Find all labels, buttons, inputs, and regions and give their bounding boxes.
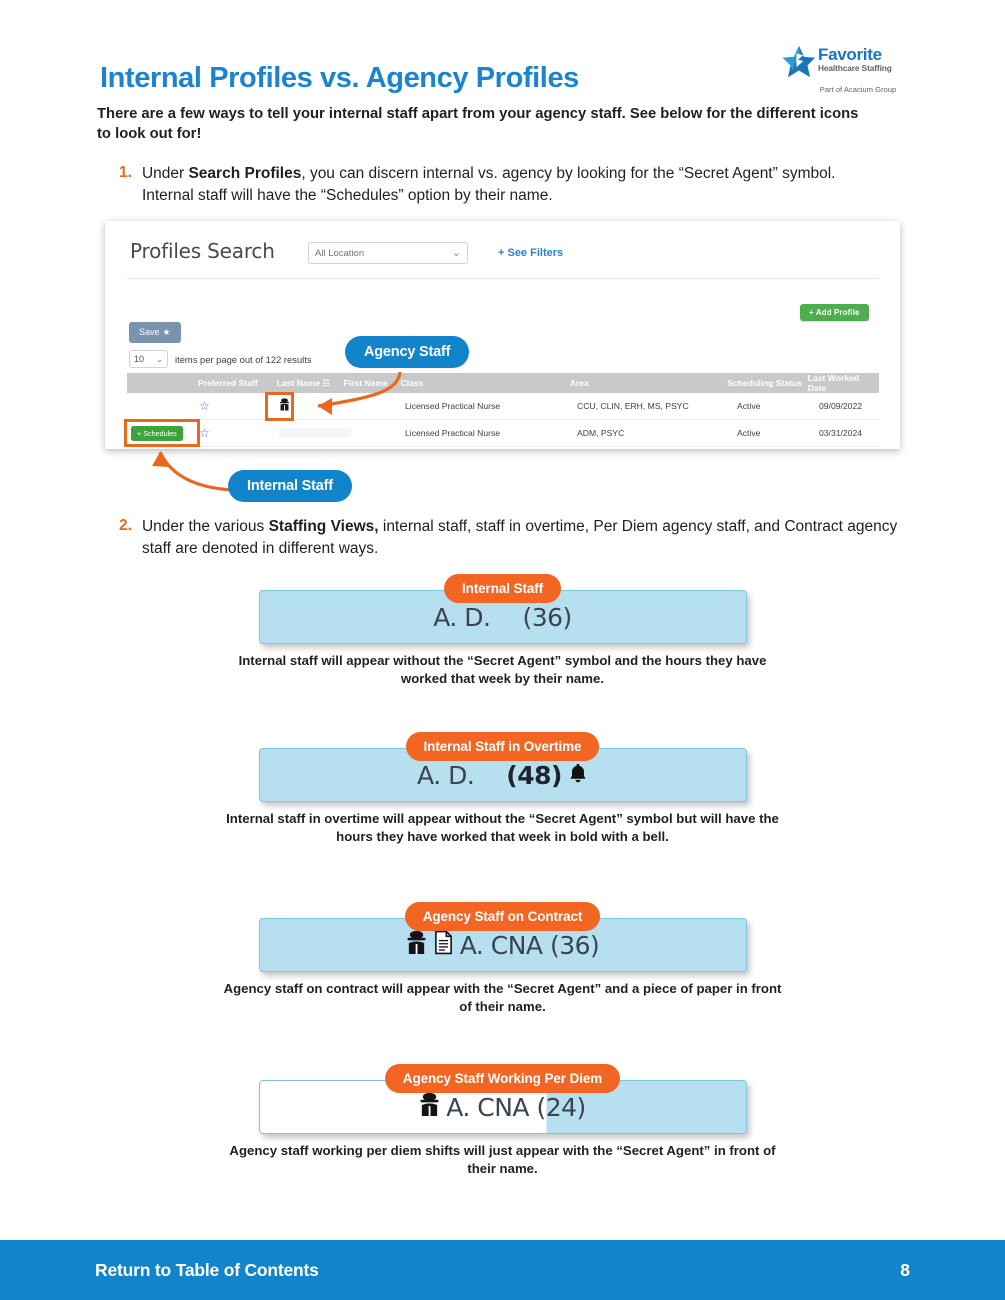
document-icon xyxy=(433,930,454,961)
logo-parent-company: Part of Acacium Group xyxy=(819,85,897,94)
column-header-last-name[interactable]: Last Name ☷ xyxy=(276,377,331,388)
row-area: ADM, PSYC xyxy=(577,428,625,438)
example-caption: Agency staff on contract will appear with the “Secret Agent” and a piece of paper in front of their name. xyxy=(223,981,782,1014)
intro-paragraph: There are a few ways to tell your internal staff apart from your agency staff. See below for the different icons to look out for! xyxy=(97,106,859,143)
list-item-1 xyxy=(119,163,889,208)
list-number: 2. xyxy=(119,517,132,534)
screenshot-title: Profiles Search xyxy=(130,239,275,263)
page-footer xyxy=(0,1240,1005,1300)
card-content xyxy=(433,603,572,632)
table-row[interactable] xyxy=(127,420,879,447)
example-internal-staff-overtime xyxy=(0,732,1005,846)
card-hours: (36) xyxy=(522,602,572,632)
row-status: Active xyxy=(737,428,761,438)
row-class: Licensed Practical Nurse xyxy=(405,428,501,438)
column-header-scheduling-status[interactable]: Scheduling Status xyxy=(727,378,803,388)
card-staff-name: A. D. xyxy=(433,602,491,632)
card-content xyxy=(406,930,600,961)
row-last-name xyxy=(279,428,347,439)
location-select[interactable] xyxy=(308,242,468,264)
column-header-first-name[interactable]: First Name xyxy=(343,378,388,388)
see-filters-link[interactable]: + See Filters xyxy=(498,247,564,259)
per-page-control xyxy=(129,350,312,368)
save-button[interactable] xyxy=(129,322,181,343)
column-header-last-worked-date[interactable]: Last Worked Date xyxy=(807,373,860,393)
chevron-down-icon: ⌄ xyxy=(156,354,163,364)
list-item-text: Under the various Staffing Views, internal staff, staff in overtime, Per Diem agency staff, and Contract agency staff are denoted in different ways. xyxy=(141,518,898,558)
example-agency-staff-contract xyxy=(0,902,1005,1016)
column-header-area[interactable]: Area xyxy=(569,378,589,388)
card-staff-name: A. CNA (24) xyxy=(446,1092,586,1122)
profiles-table xyxy=(127,373,879,447)
sort-icon: ☷ xyxy=(322,377,331,388)
list-item-2 xyxy=(119,516,909,561)
example-caption: Agency staff working per diem shifts will just appear with the “Secret Agent” in front of their name. xyxy=(229,1143,776,1176)
logo-name: Favorite xyxy=(818,45,882,64)
save-button-label: Save xyxy=(139,327,160,337)
example-agency-staff-per-diem xyxy=(0,1064,1005,1178)
secret-agent-icon xyxy=(419,1092,440,1123)
example-badge: Internal Staff in Overtime xyxy=(406,732,600,761)
preferred-star-icon[interactable]: ☆ xyxy=(199,399,210,413)
location-select-value: All Location xyxy=(315,247,365,259)
profiles-search-screenshot xyxy=(105,221,900,449)
example-badge: Internal Staff xyxy=(444,574,561,603)
per-page-label: items per page out of 122 results xyxy=(175,353,312,365)
example-badge: Agency Staff Working Per Diem xyxy=(385,1064,620,1093)
list-item-text: Under Search Profiles, you can discern internal vs. agency by looking for the “Secret Agent” symbol. Internal staff will have the “Schedules” option by their name. xyxy=(141,165,836,205)
bell-icon xyxy=(568,761,588,790)
card-hours: (48) xyxy=(506,760,562,790)
logo-tagline: Healthcare Staffing xyxy=(818,63,892,73)
redacted-name xyxy=(279,428,351,437)
highlight-box-schedules xyxy=(124,419,200,447)
preferred-star-icon[interactable]: ☆ xyxy=(199,426,210,440)
secret-agent-icon xyxy=(406,930,427,961)
callout-internal-staff: Internal Staff xyxy=(228,470,352,502)
column-header-class[interactable]: Class xyxy=(400,378,424,388)
star-icon xyxy=(782,45,816,79)
add-profile-button[interactable]: + Add Profile xyxy=(800,304,869,321)
page-number: 8 xyxy=(900,1259,910,1280)
chevron-down-icon: ⌄ xyxy=(451,246,461,259)
list-item-bold: Search Profiles xyxy=(188,165,302,182)
page-title: Internal Profiles vs. Agency Profiles xyxy=(100,62,579,94)
example-caption: Internal staff in overtime will appear without the “Secret Agent” symbol but will have the hours they have worked that week in bold with a bell. xyxy=(226,811,779,844)
schedules-button[interactable]: + Schedules xyxy=(131,426,183,441)
card-content xyxy=(417,761,588,790)
per-page-select[interactable] xyxy=(129,350,168,368)
table-row[interactable] xyxy=(127,393,879,420)
column-header-preferred-staff[interactable]: Preferred Staff xyxy=(197,378,258,388)
card-staff-name: A. D. xyxy=(417,760,475,790)
highlight-box-secret-agent xyxy=(265,392,294,421)
row-status: Active xyxy=(737,401,761,411)
example-badge: Agency Staff on Contract xyxy=(405,902,601,931)
brand-logo xyxy=(782,44,912,94)
card-staff-name: A. CNA (36) xyxy=(459,930,600,960)
row-last-worked: 03/31/2024 xyxy=(819,428,863,438)
example-internal-staff xyxy=(0,574,1005,688)
row-area: CCU, CLIN, ERH, MS, PSYC xyxy=(577,401,689,411)
callout-agency-staff: Agency Staff xyxy=(345,336,469,368)
star-icon: ★ xyxy=(162,327,171,337)
row-last-worked: 09/09/2022 xyxy=(819,401,863,411)
card-content xyxy=(419,1092,586,1123)
list-number: 1. xyxy=(119,164,132,181)
row-class: Licensed Practical Nurse xyxy=(405,401,501,411)
list-item-bold: Staffing Views, xyxy=(268,518,379,535)
per-page-value: 10 xyxy=(134,354,145,364)
table-header-row xyxy=(127,373,879,393)
divider xyxy=(127,278,879,279)
return-to-toc-link[interactable]: Return to Table of Contents xyxy=(95,1259,319,1280)
example-caption: Internal staff will appear without the “Secret Agent” symbol and the hours they have worked that week by their name. xyxy=(238,653,767,686)
